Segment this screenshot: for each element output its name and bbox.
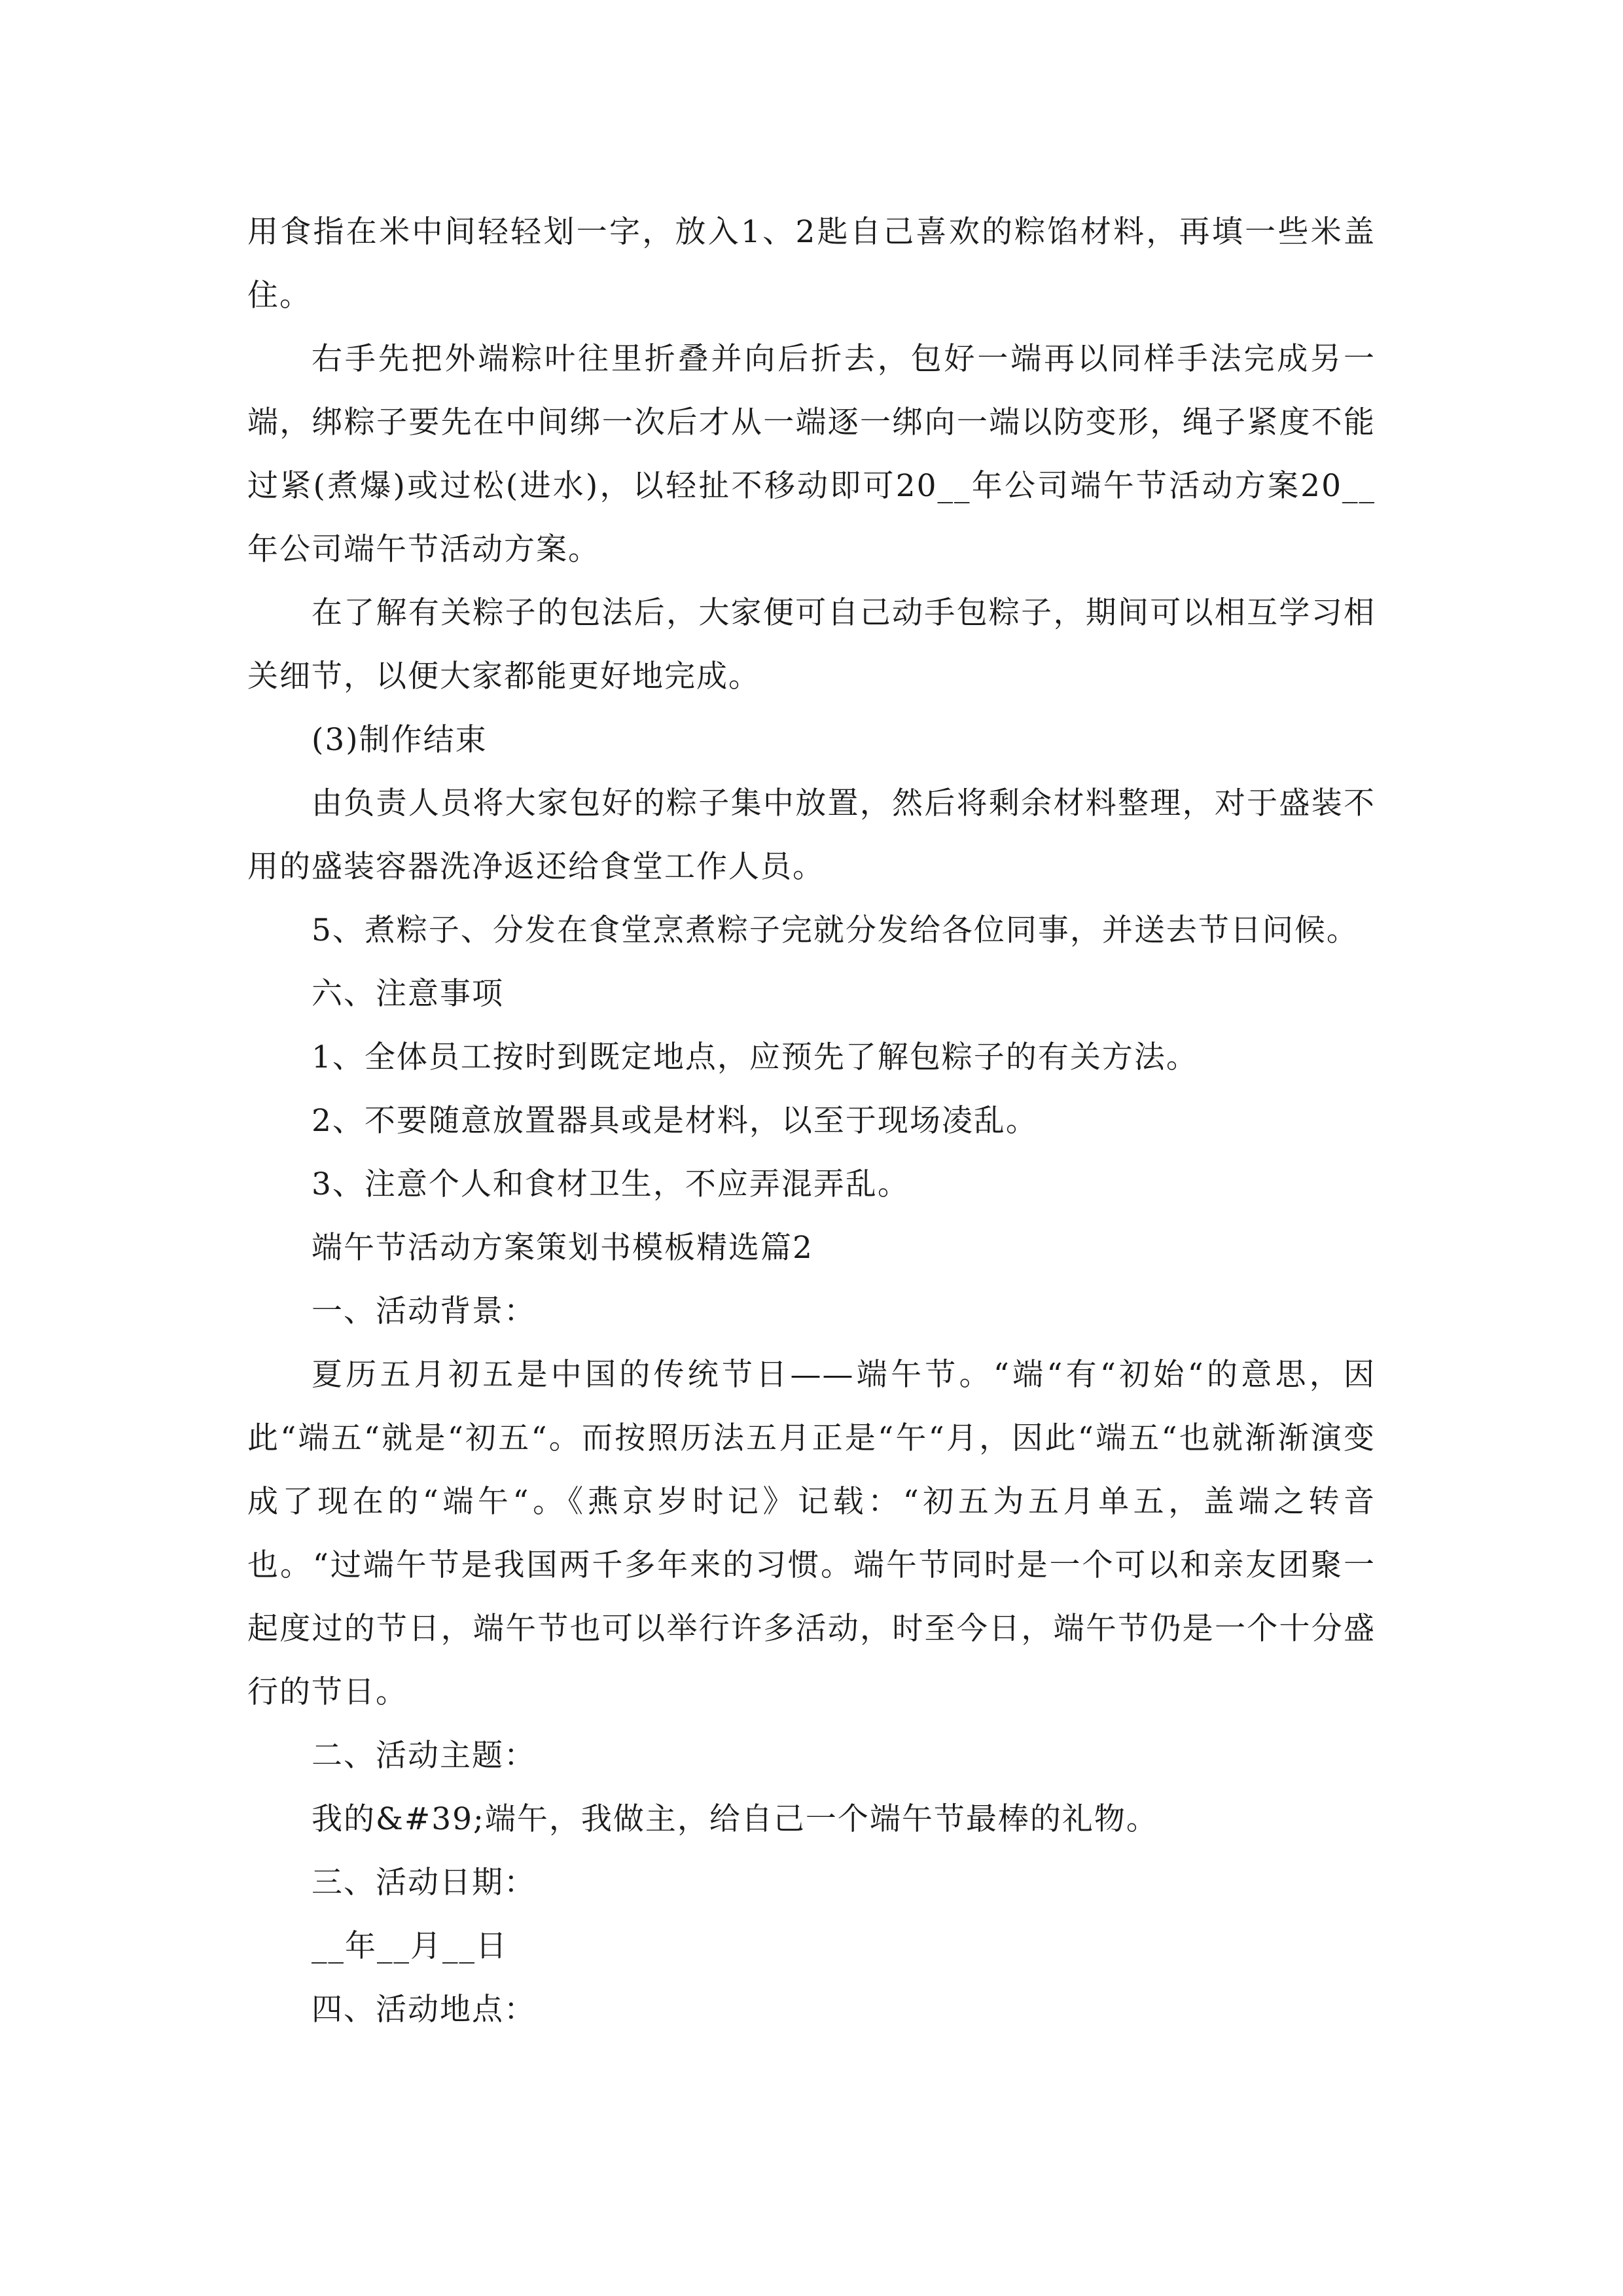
heading-date: 三、活动日期： [312, 1865, 536, 1901]
note-item-2: 2、不要随意放置器具或是材料，以至于现场凌乱。 [312, 1103, 1038, 1139]
note-item-3: 3、注意个人和食材卫生，不应弄混弄乱。 [312, 1166, 910, 1202]
paragraph-theme: 我的&#39;端午，我做主，给自己一个端午节最棒的礼物。 [312, 1801, 1158, 1837]
document-body [247, 200, 1376, 2041]
paragraph-cleanup: 由负责人员将大家包好的粽子集中放置，然后将剩余材料整理，对于盛装不用的盛装容器洗净返还给食堂工作人员。 [247, 785, 1376, 885]
paragraph-date: __年__月__日 [312, 1928, 508, 1964]
heading-background: 一、活动背景： [312, 1293, 536, 1329]
heading-notes: 六、注意事项 [312, 976, 504, 1012]
paragraph-wrap-instructions: 用食指在米中间轻轻划一字，放入1、2匙自己喜欢的粽馅材料，再填一些米盖住。 [247, 214, 1376, 314]
subheading-end-of-making: (3)制作结束 [312, 722, 488, 758]
paragraph-learn-together: 在了解有关粽子的包法后，大家便可自己动手包粽子，期间可以相互学习相关细节，以便大家都能更好地完成。 [247, 595, 1376, 694]
note-item-1: 1、全体员工按时到既定地点，应预先了解包粽子的有关方法。 [312, 1039, 1198, 1075]
paragraph-background: 夏历五月初五是中国的传统节日——端午节。“端“有“初始“的意思，因此“端五“就是“初五“。而按照历法五月正是“午“月，因此“端五“也就渐渐演变成了现在的“端午“。《燕京岁时记》记载：“初五为五月单五，盖端之转音也。“过端午节是我国两千多年来的习惯。端午节同时是一个可以和亲友团聚一起度过的节日，端午节也可以举行许多活动，时至今日，端午节仍是一个十分盛行的节日。 [247, 1357, 1376, 1710]
section-title-part-2: 端午节活动方案策划书模板精选篇2 [312, 1230, 813, 1266]
heading-theme: 二、活动主题： [312, 1738, 536, 1774]
heading-location: 四、活动地点： [312, 1992, 536, 2028]
paragraph-tie-instructions: 右手先把外端粽叶往里折叠并向后折去，包好一端再以同样手法完成另一端，绑粽子要先在中间绑一次后才从一端逐一绑向一端以防变形，绳子紧度不能过紧(煮爆)或过松(进水)，以轻扯不移动即可20__年公司端午节活动方案20__年公司端午节活动方案。 [247, 341, 1376, 567]
paragraph-cook-distribute: 5、煮粽子、分发在食堂烹煮粽子完就分发给各位同事，并送去节日问候。 [312, 912, 1359, 948]
